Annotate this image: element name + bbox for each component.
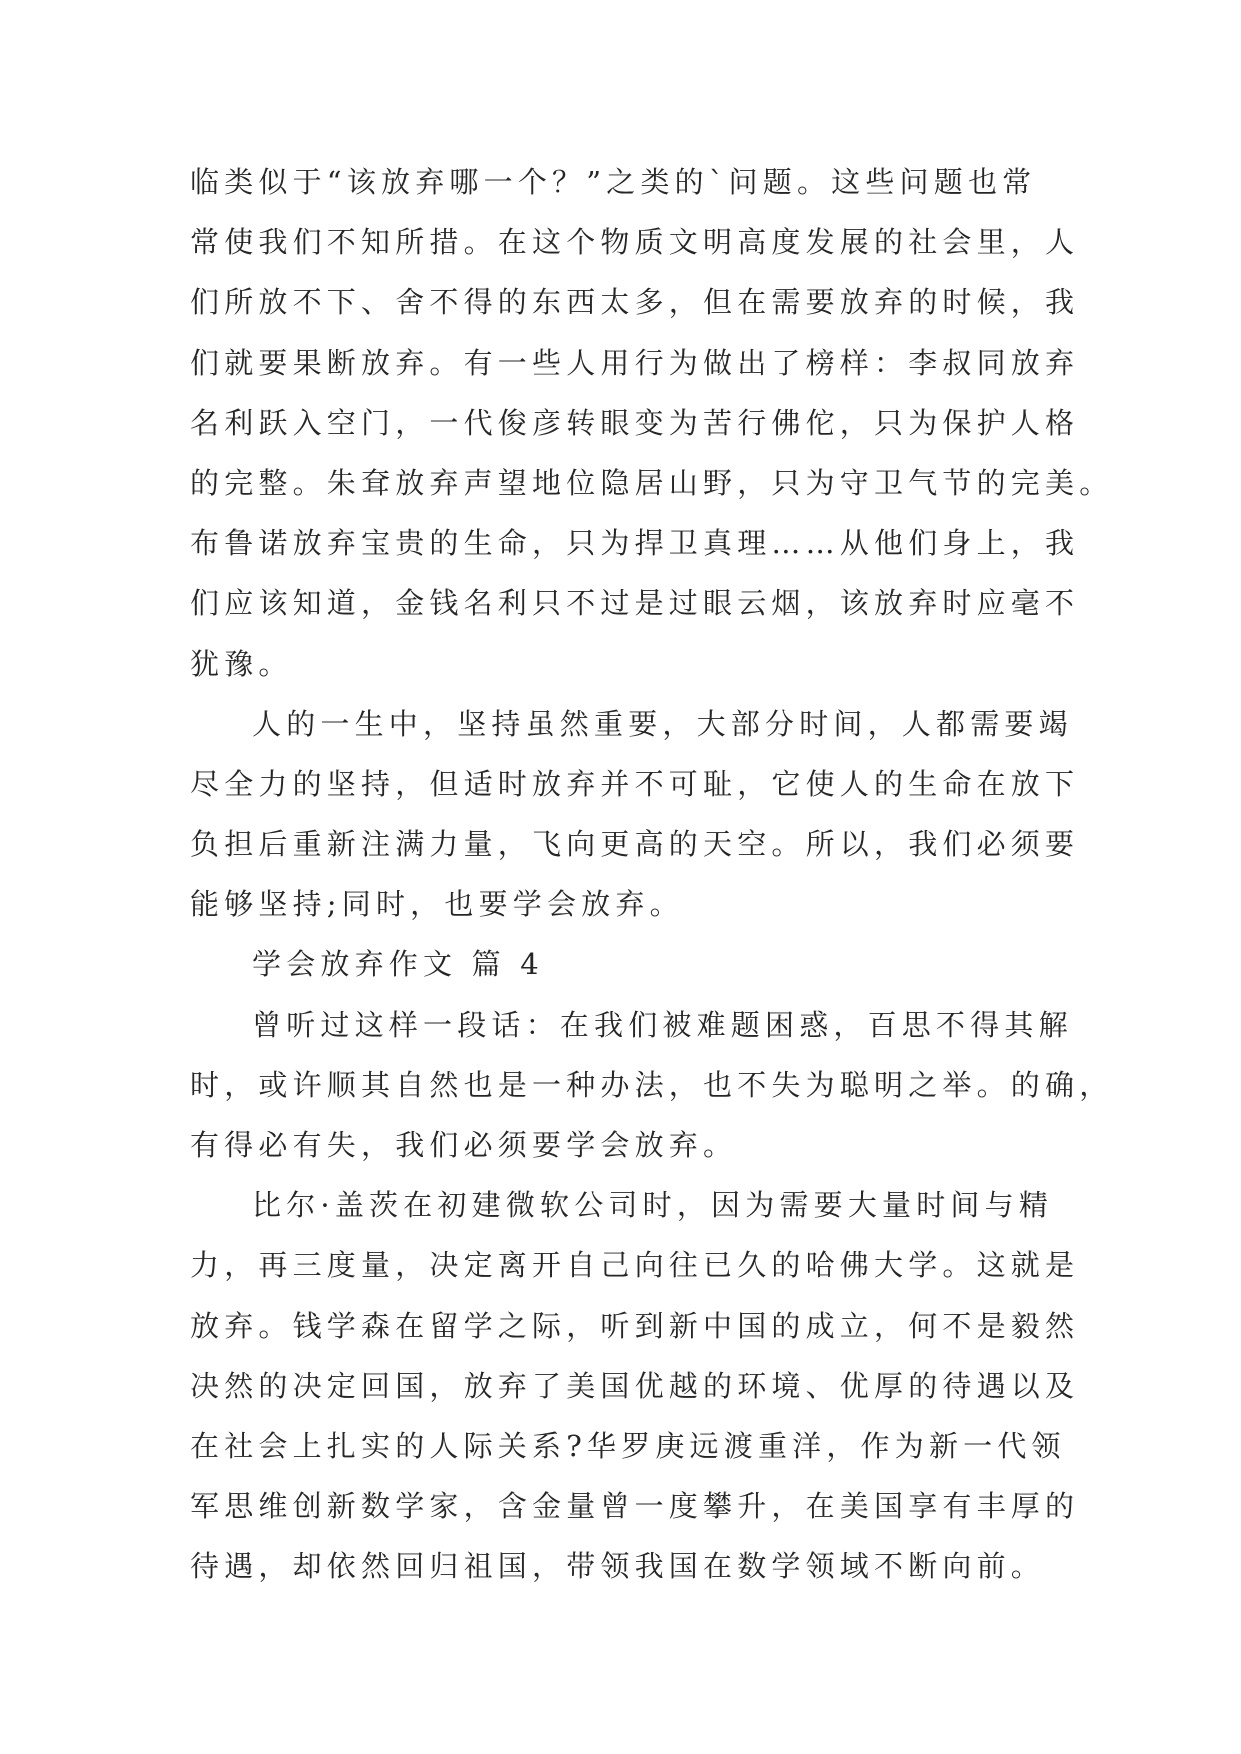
paragraph-first-line: 人的一生中，坚持虽然重要，大部分时间，人都需要竭 xyxy=(252,706,1073,741)
text-line: 负担后重新注满力量，飞向更高的天空。所以，我们必须要 xyxy=(190,827,1080,862)
text-line: 时，或许顺其自然也是一种办法，也不失为聪明之举。的确， xyxy=(190,1067,1114,1102)
document-body xyxy=(190,152,1114,1597)
text-line: 有得必有失，我们必须要学会放弃。 xyxy=(190,1128,738,1162)
text-line: 临类似于“该放弃哪一个？”之类的`问题。这些问题也常 xyxy=(190,165,1037,199)
text-line: 名利跃入空门，一代俊彦转眼变为苦行佛佗，只为保护人格 xyxy=(190,405,1080,440)
text-line: 军思维创新数学家，含金量曾一度攀升，在美国享有丰厚的 xyxy=(190,1489,1080,1524)
text-line: 在社会上扎实的人际关系?华罗庚远渡重洋，作为新一代领 xyxy=(190,1428,1066,1463)
section-heading: 学会放弃作文 篇 4 xyxy=(252,947,544,982)
text-line: 布鲁诺放弃宝贵的生命，只为捍卫真理……从他们身上，我 xyxy=(190,526,1080,561)
text-line: 待遇，却依然回归祖国，带领我国在数学领域不断向前。 xyxy=(190,1549,1046,1584)
text-line: 能够坚持;同时，也要学会放弃。 xyxy=(190,887,684,922)
text-line: 的完整。朱耷放弃声望地位隐居山野，只为守卫气节的完美。 xyxy=(190,465,1114,500)
text-line: 放弃。钱学森在留学之际，听到新中国的成立，何不是毅然 xyxy=(190,1308,1080,1343)
text-line: 决然的决定回国，放弃了美国优越的环境、优厚的待遇以及 xyxy=(190,1368,1080,1403)
text-line: 力，再三度量，决定离开自己向往已久的哈佛大学。这就是 xyxy=(190,1248,1080,1283)
text-line: 常使我们不知所措。在这个物质文明高度发展的社会里，人 xyxy=(190,225,1080,260)
paragraph-first-line: 比尔·盖茨在初建微软公司时，因为需要大量时间与精 xyxy=(252,1188,1054,1223)
text-line: 们应该知道，金钱名利只不过是过眼云烟，该放弃时应毫不 xyxy=(190,586,1080,621)
text-line: 们就要果断放弃。有一些人用行为做出了榜样：李叔同放弃 xyxy=(190,345,1080,380)
text-line: 尽全力的坚持，但适时放弃并不可耻，它使人的生命在放下 xyxy=(190,766,1080,801)
text-line: 们所放不下、舍不得的东西太多，但在需要放弃的时候，我 xyxy=(190,285,1080,320)
text-line: 犹豫。 xyxy=(190,646,293,681)
paragraph-first-line: 曾听过这样一段话：在我们被难题困惑，百思不得其解 xyxy=(252,1007,1073,1042)
